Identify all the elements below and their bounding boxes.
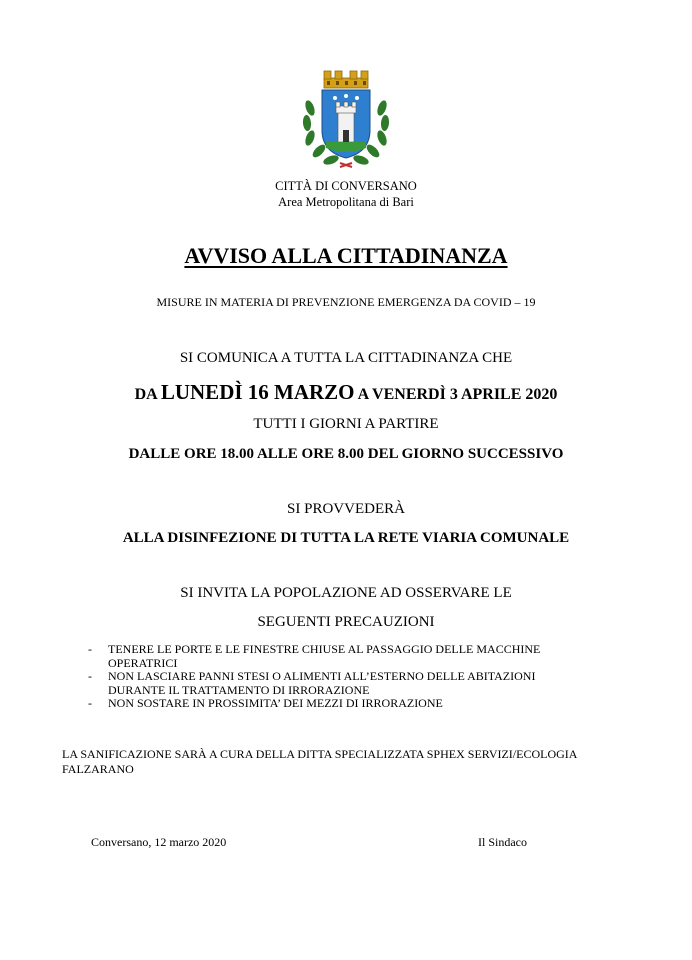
date-range-end: A VENERDÌ 3 APRILE 2020 <box>354 386 558 403</box>
precautions-list <box>88 643 588 711</box>
city-name: CITTÀ DI CONVERSANO <box>275 179 417 193</box>
precaution-text: TENERE LE PORTE E LE FINESTRE CHIUSE AL PASSAGGIO DELLE MACCHINE OPERATRICI <box>108 642 541 670</box>
notice-title <box>0 243 692 269</box>
bullet-dash: - <box>88 696 92 710</box>
city-coat-of-arms-icon <box>300 68 392 172</box>
place-date: Conversano, 12 marzo 2020 <box>91 835 227 849</box>
time-range: DALLE ORE 18.00 ALLE ORE 8.00 DEL GIORNO SUCCESSIVO <box>128 446 564 462</box>
bullet-dash: - <box>88 669 92 683</box>
bullet-dash: - <box>88 642 92 656</box>
signatory: Il Sindaco <box>478 835 527 849</box>
list-item <box>88 697 588 711</box>
date-range-from: DA <box>134 386 161 403</box>
precaution-text: NON LASCIARE PANNI STESI O ALIMENTI ALL’ESTERNO DELLE ABITAZIONI DURANTE IL TRATTAMENTO DI IRRORAZIONE <box>108 669 536 697</box>
provision-text: SI PROVVEDERÀ <box>287 501 405 517</box>
metropolitan-area: Area Metropolitana di Bari <box>278 195 414 209</box>
list-item <box>88 670 588 697</box>
date-range-start: LUNEDÌ 16 MARZO <box>160 380 355 404</box>
list-item <box>88 643 588 670</box>
sanitization-note: LA SANIFICAZIONE SARÀ A CURA DELLA DITTA SPECIALIZZATA SPHEX SERVIZI/ECOLOGIA FALZARANO <box>62 747 577 776</box>
invitation-line-2: SEGUENTI PRECAUZIONI <box>257 614 435 630</box>
announcement-intro: SI COMUNICA A TUTTA LA CITTADINANZA CHE <box>179 350 513 366</box>
notice-title-text: AVVISO ALLA CITTADINANZA <box>184 243 508 268</box>
invitation-line-1: SI INVITA LA POPOLAZIONE AD OSSERVARE LE <box>180 585 512 601</box>
precaution-text: NON SOSTARE IN PROSSIMITA’ DEI MEZZI DI IRRORAZIONE <box>108 696 443 710</box>
every-day-text: TUTTI I GIORNI A PARTIRE <box>253 416 439 432</box>
date-range <box>0 379 692 408</box>
notice-subtitle: MISURE IN MATERIA DI PREVENZIONE EMERGENZA DA COVID – 19 <box>156 295 536 309</box>
disinfection-text: ALLA DISINFEZIONE DI TUTTA LA RETE VIARIA COMUNALE <box>122 530 570 546</box>
